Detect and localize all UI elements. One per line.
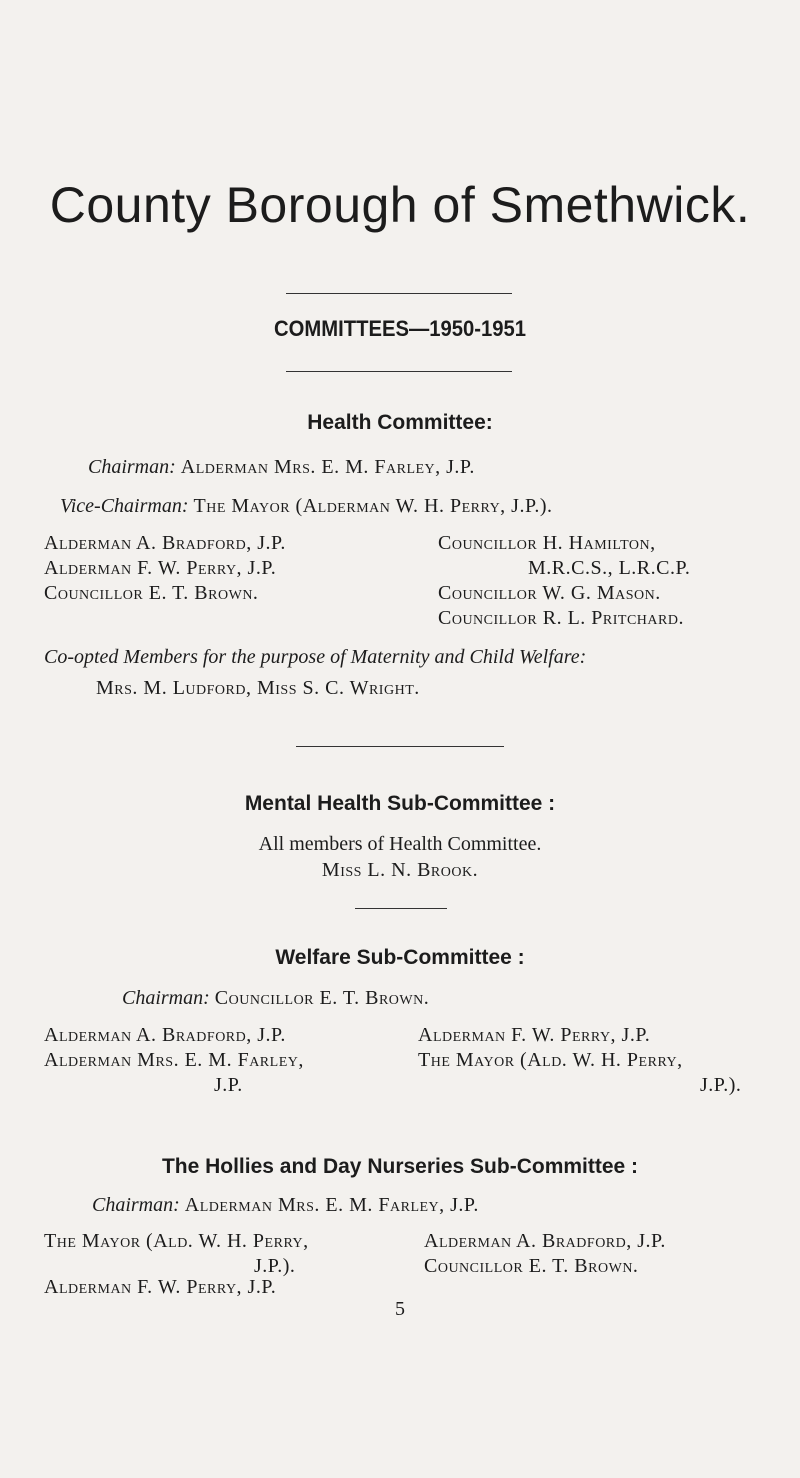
- chairman-label: Chairman:: [88, 456, 176, 478]
- coopted-members: Mrs. M. Ludford, Miss S. C. Wright.: [96, 677, 420, 699]
- hollies-member: Alderman A. Bradford, J.P.: [424, 1230, 666, 1252]
- hollies-heading: The Hollies and Day Nurseries Sub-Committee :: [161, 1155, 639, 1178]
- welfare-member-suffix: J.P.: [214, 1074, 243, 1096]
- hollies-member: The Mayor (Ald. W. H. Perry,: [44, 1230, 309, 1252]
- welfare-heading: Welfare Sub-Committee :: [275, 946, 525, 969]
- divider: [286, 293, 512, 294]
- health-member: Councillor R. L. Pritchard.: [438, 607, 684, 629]
- mental-health-line: All members of Health Committee.: [258, 833, 542, 855]
- vice-chairman-label: Vice-Chairman:: [60, 495, 189, 517]
- divider: [296, 746, 504, 747]
- health-chairman: [88, 456, 475, 479]
- chairman-name: Councillor E. T. Brown.: [214, 987, 430, 1009]
- welfare-member-suffix: J.P.).: [700, 1074, 742, 1096]
- hollies-member-suffix: J.P.).: [254, 1255, 296, 1277]
- health-vice-chairman: [60, 495, 553, 518]
- mental-health-member: Miss L. N. Brook.: [321, 859, 479, 881]
- welfare-member: The Mayor (Ald. W. H. Perry,: [418, 1049, 683, 1071]
- hollies-member: Councillor E. T. Brown.: [424, 1255, 639, 1277]
- health-member-qualifications: M.R.C.S., L.R.C.P.: [528, 557, 691, 579]
- health-member: Alderman F. W. Perry, J.P.: [44, 557, 277, 579]
- document-title: County Borough of Smethwick.: [49, 177, 751, 233]
- health-member: Councillor E. T. Brown.: [44, 582, 259, 604]
- chairman-name: Alderman Mrs. E. M. Farley, J.P.: [180, 456, 475, 478]
- welfare-member: Alderman Mrs. E. M. Farley,: [44, 1049, 304, 1071]
- divider: [355, 908, 447, 909]
- coopted-label: Co-opted Members for the purpose of Maternity and Child Welfare:: [44, 646, 587, 668]
- divider: [286, 371, 512, 372]
- page-number: 5: [395, 1298, 405, 1320]
- chairman-label: Chairman:: [122, 987, 210, 1009]
- chairman-name: Alderman Mrs. E. M. Farley, J.P.: [184, 1194, 479, 1216]
- hollies-member: Alderman F. W. Perry, J.P.: [44, 1276, 277, 1298]
- welfare-member: Alderman A. Bradford, J.P.: [44, 1024, 286, 1046]
- mental-health-heading: Mental Health Sub-Committee :: [244, 792, 556, 815]
- welfare-chairman: [122, 987, 429, 1010]
- health-member: Alderman A. Bradford, J.P.: [44, 532, 286, 554]
- hollies-chairman: [92, 1194, 479, 1217]
- vice-chairman-name: The Mayor (Alderman W. H. Perry, J.P.).: [193, 495, 553, 517]
- committees-subtitle: COMMITTEES—1950-1951: [274, 316, 526, 341]
- health-committee-heading: Health Committee:: [307, 411, 493, 434]
- health-member: Councillor H. Hamilton,: [438, 532, 656, 554]
- welfare-member: Alderman F. W. Perry, J.P.: [418, 1024, 651, 1046]
- chairman-label: Chairman:: [92, 1194, 180, 1216]
- health-member: Councillor W. G. Mason.: [438, 582, 661, 604]
